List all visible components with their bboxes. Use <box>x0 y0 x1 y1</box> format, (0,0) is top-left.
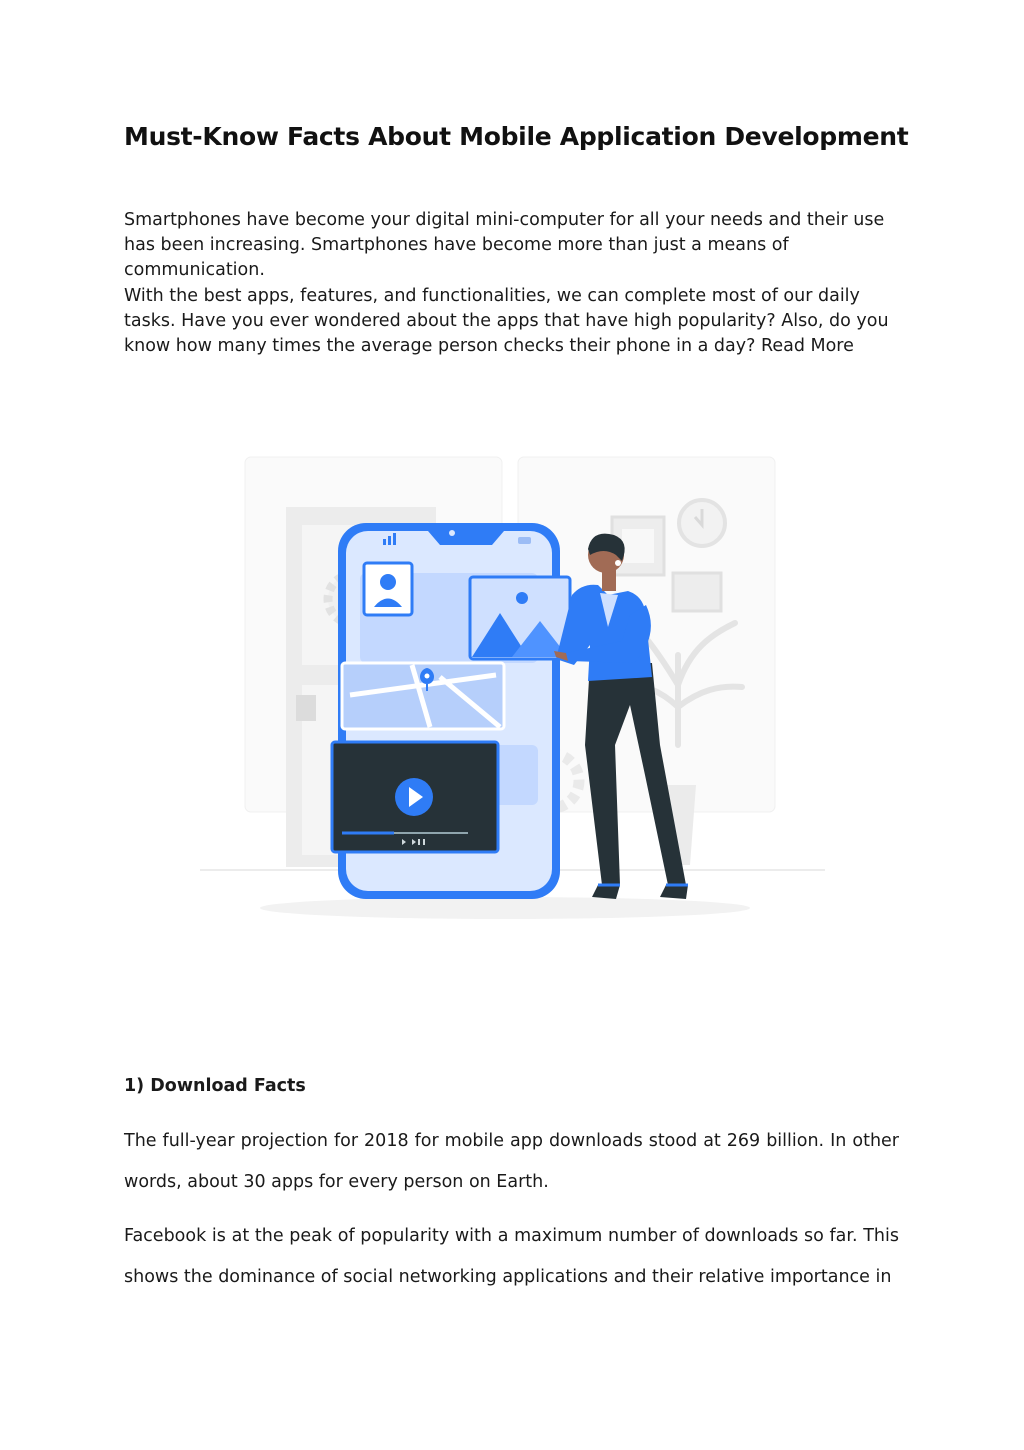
article-title: Must-Know Facts About Mobile Application Development <box>124 122 909 151</box>
section-heading-download-facts: 1) Download Facts <box>124 1076 306 1096</box>
person-with-smartphone-illustration <box>190 445 830 935</box>
intro-paragraph-2 <box>124 284 904 359</box>
download-facts-paragraph-2: Facebook is at the peak of popularity with a maximum number of downloads so far. This shows the dominance of social networking applications and their relative importance in <box>124 1226 899 1287</box>
read-more-link[interactable]: Read More <box>760 336 854 356</box>
download-facts-paragraph-1: The full-year projection for 2018 for mobile app downloads stood at 269 billion. In other words, about 30 apps for every person on Earth. <box>124 1131 899 1192</box>
intro-paragraph-1: Smartphones have become your digital mini-computer for all your needs and their use has been increasing. Smartphones have become more than just a means of communication. <box>124 210 885 280</box>
intro-paragraph-2-text: With the best apps, features, and functionalities, we can complete most of our daily tasks. Have you ever wondered about the apps that have high popularity? Also, do you know how many times the average person checks their phone in a day? <box>124 286 889 356</box>
